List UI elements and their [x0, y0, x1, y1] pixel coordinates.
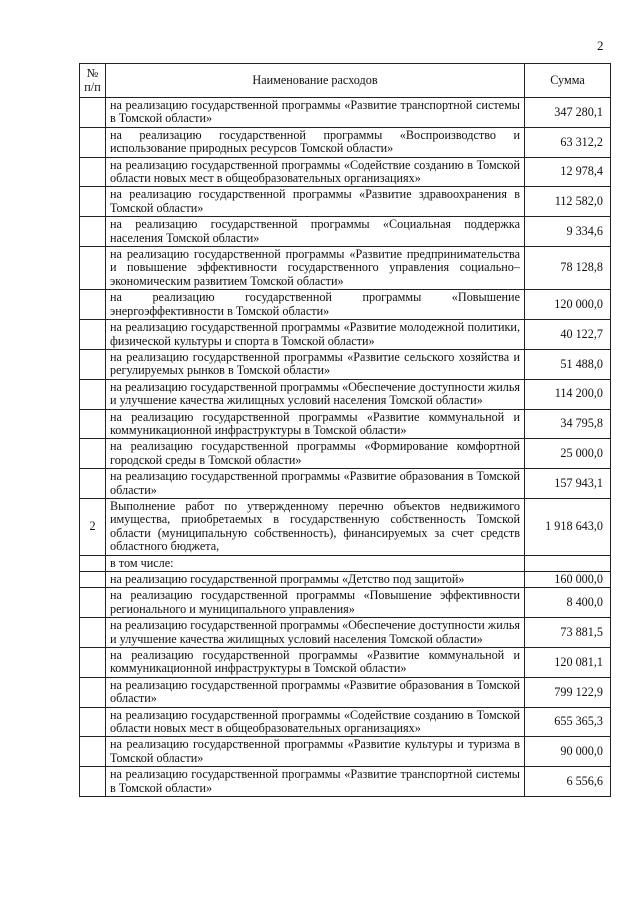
row-number: [80, 707, 106, 737]
row-amount: 114 200,0: [525, 379, 611, 409]
row-description: в том числе:: [106, 555, 525, 571]
row-number: 2: [80, 498, 106, 555]
row-description: Выполнение работ по утвержденному перечню объектов недвижимого имущества, приобретаемых в государственную собственность Томской области (муниципальную собственность), финансируемых за счет средств областного бюджета,: [106, 498, 525, 555]
table-row: [80, 677, 611, 707]
row-description: на реализацию государственной программы «Развитие предпринимательства и повышение эффективности государственного управления социально–экономическим развитием Томской области»: [106, 247, 525, 290]
row-number: [80, 572, 106, 588]
row-number: [80, 439, 106, 469]
row-amount: [525, 555, 611, 571]
row-description: на реализацию государственной программы «Содействие созданию в Томской области новых мест в общеобразовательных организациях»: [106, 707, 525, 737]
row-number: [80, 247, 106, 290]
table-row: [80, 737, 611, 767]
table-row: [80, 98, 611, 128]
table-row: [80, 439, 611, 469]
row-amount: 12 978,4: [525, 157, 611, 187]
table-row: [80, 648, 611, 678]
row-amount: 9 334,6: [525, 217, 611, 247]
row-number: [80, 677, 106, 707]
row-number: [80, 290, 106, 320]
row-description: на реализацию государственной программы «Социальная поддержка населения Томской области»: [106, 217, 525, 247]
row-description: на реализацию государственной программы «Детство под защитой»: [106, 572, 525, 588]
row-number: [80, 588, 106, 618]
row-amount: 120 000,0: [525, 290, 611, 320]
header-num: № п/п: [80, 64, 106, 98]
row-amount: 40 122,7: [525, 320, 611, 350]
row-amount: 8 400,0: [525, 588, 611, 618]
row-number: [80, 127, 106, 157]
row-description: на реализацию государственной программы «Повышение энергоэффективности в Томской области»: [106, 290, 525, 320]
table-row: [80, 555, 611, 571]
row-number: [80, 98, 106, 128]
table-body: [80, 98, 611, 797]
expenses-table: [79, 63, 611, 797]
row-number: [80, 320, 106, 350]
row-description: на реализацию государственной программы «Развитие здравоохранения в Томской области»: [106, 187, 525, 217]
row-description: на реализацию государственной программы «Развитие культуры и туризма в Томской области»: [106, 737, 525, 767]
row-description: на реализацию государственной программы «Развитие транспортной системы в Томской области»: [106, 767, 525, 797]
table-row: [80, 707, 611, 737]
table-row: [80, 409, 611, 439]
row-number: [80, 217, 106, 247]
row-description: на реализацию государственной программы «Обеспечение доступности жилья и улучшение качества жилищных условий населения Томской области»: [106, 618, 525, 648]
row-description: на реализацию государственной программы «Обеспечение доступности жилья и улучшение качества жилищных условий населения Томской области»: [106, 379, 525, 409]
row-amount: 25 000,0: [525, 439, 611, 469]
row-description: на реализацию государственной программы «Развитие образования в Томской области»: [106, 469, 525, 499]
row-number: [80, 555, 106, 571]
row-amount: 347 280,1: [525, 98, 611, 128]
row-description: на реализацию государственной программы «Развитие сельского хозяйства и регулируемых рынков в Томской области»: [106, 349, 525, 379]
table-row: [80, 767, 611, 797]
row-description: на реализацию государственной программы «Повышение эффективности регионального и муниципального управления»: [106, 588, 525, 618]
row-description: на реализацию государственной программы «Развитие образования в Томской области»: [106, 677, 525, 707]
row-description: на реализацию государственной программы «Содействие созданию в Томской области новых мест в общеобразовательных организациях»: [106, 157, 525, 187]
table-row: [80, 618, 611, 648]
row-description: на реализацию государственной программы «Развитие молодежной политики, физической культуры и спорта в Томской области»: [106, 320, 525, 350]
table-row: [80, 127, 611, 157]
table-header-row: [80, 64, 611, 98]
row-number: [80, 379, 106, 409]
row-amount: 63 312,2: [525, 127, 611, 157]
table-row: [80, 157, 611, 187]
row-description: на реализацию государственной программы «Формирование комфортной городской среды в Томской области»: [106, 439, 525, 469]
row-number: [80, 737, 106, 767]
row-description: на реализацию государственной программы «Развитие коммунальной и коммуникационной инфраструктуры в Томской области»: [106, 648, 525, 678]
row-amount: 160 000,0: [525, 572, 611, 588]
table-row: [80, 588, 611, 618]
row-amount: 6 556,6: [525, 767, 611, 797]
row-number: [80, 187, 106, 217]
row-number: [80, 409, 106, 439]
row-description: на реализацию государственной программы «Воспроизводство и использование природных ресурсов Томской области»: [106, 127, 525, 157]
row-amount: 51 488,0: [525, 349, 611, 379]
row-number: [80, 469, 106, 499]
row-description: на реализацию государственной программы «Развитие коммунальной и коммуникационной инфраструктуры в Томской области»: [106, 409, 525, 439]
row-amount: 34 795,8: [525, 409, 611, 439]
header-sum: Сумма: [525, 64, 611, 98]
row-number: [80, 648, 106, 678]
row-number: [80, 618, 106, 648]
page-number: 2: [597, 38, 604, 53]
row-number: [80, 157, 106, 187]
table-row: [80, 247, 611, 290]
row-number: [80, 349, 106, 379]
row-amount: 655 365,3: [525, 707, 611, 737]
row-amount: 73 881,5: [525, 618, 611, 648]
table-row: [80, 290, 611, 320]
row-amount: 157 943,1: [525, 469, 611, 499]
row-description: на реализацию государственной программы «Развитие транспортной системы в Томской области»: [106, 98, 525, 128]
table-row: [80, 320, 611, 350]
row-amount: 799 122,9: [525, 677, 611, 707]
row-amount: 112 582,0: [525, 187, 611, 217]
row-amount: 90 000,0: [525, 737, 611, 767]
table-row: [80, 187, 611, 217]
row-amount: 120 081,1: [525, 648, 611, 678]
table-row: [80, 572, 611, 588]
table-row: [80, 379, 611, 409]
header-name: Наименование расходов: [106, 64, 525, 98]
table-row: [80, 498, 611, 555]
row-amount: 78 128,8: [525, 247, 611, 290]
table-row: [80, 469, 611, 499]
row-amount: 1 918 643,0: [525, 498, 611, 555]
row-number: [80, 767, 106, 797]
table-row: [80, 217, 611, 247]
table-row: [80, 349, 611, 379]
